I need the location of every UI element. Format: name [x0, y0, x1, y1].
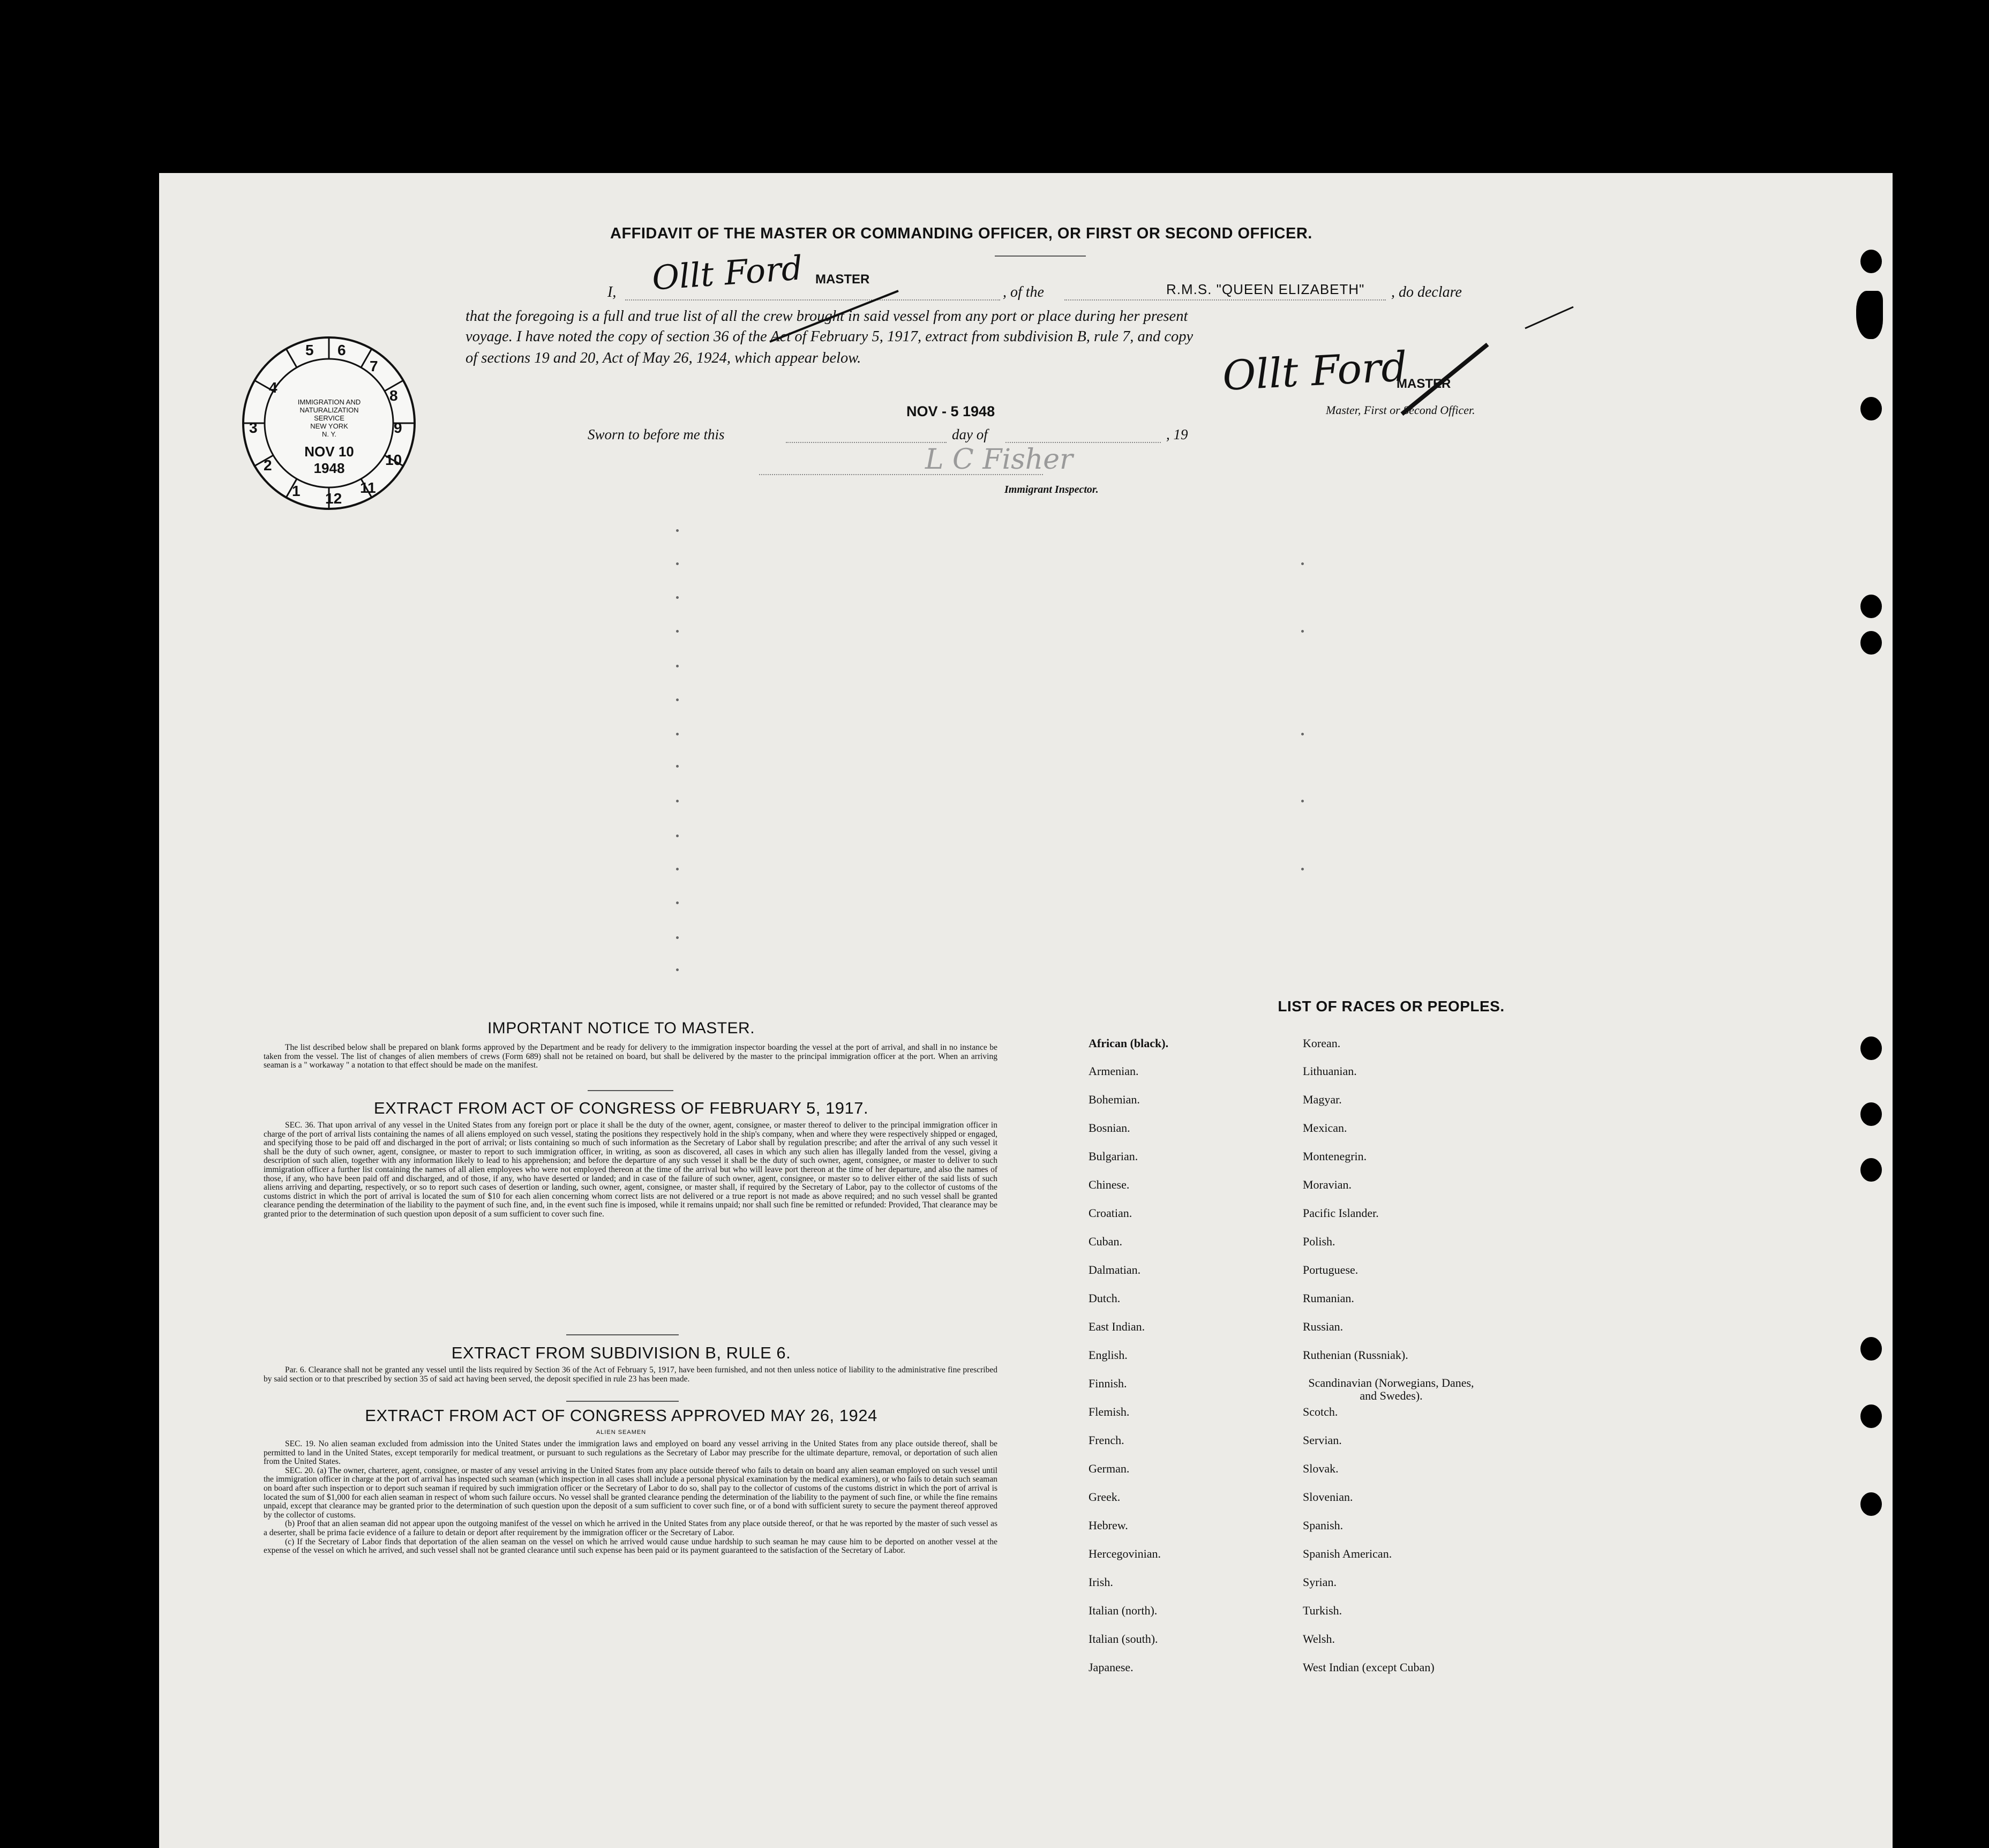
notice-title: IMPORTANT NOTICE TO MASTER. [487, 1019, 755, 1037]
punch-hole [1860, 397, 1882, 420]
notice-body: The list described below shall be prepared on blank forms approved by the Department and be ready for delivery to the immigration inspector boarding the vessel at the port of arrival, and shall in no instance be taken from the vessel. The list of changes of alien members of crews (Form 689) shall not be retained on board, but shall be delivered by the master to the principal immigration officer at the port. When an arriving seaman is a " workaway " a notation to that effect should be made on the manifest. [264, 1043, 997, 1070]
race-right: Ruthenian (Russniak). [1303, 1348, 1408, 1362]
dial-number: 1 [292, 483, 301, 499]
race-left: Bulgarian. [1089, 1150, 1138, 1163]
dial-number: 9 [394, 419, 402, 436]
stray-mark [676, 765, 679, 768]
dial-number: 12 [325, 490, 342, 507]
punch-hole [1860, 631, 1882, 655]
punch-hole [1860, 1036, 1882, 1060]
section-20c: (c) If the Secretary of Labor finds that deportation of the alien seaman on the vessel on which he arrived would cause undue hardship to such seaman he may cause him to be deported on another vessel at the expense of the vessel on which he arrived, and such vessel shall not be granted clearance until such expense has been paid or its payment guaranteed to the satisfaction of the Secretary of Labor. [264, 1537, 997, 1556]
act-1924-title: EXTRACT FROM ACT OF CONGRESS APPROVED MAY 26, 1924 [365, 1406, 877, 1425]
race-right: Montenegrin. [1303, 1150, 1367, 1163]
punch-hole [1860, 1492, 1882, 1516]
pen-strokes [695, 280, 1605, 419]
stray-mark [676, 698, 679, 701]
race-right: Servian. [1303, 1433, 1342, 1447]
sworn-label: Sworn to before me this [588, 426, 725, 442]
race-right: Korean. [1303, 1036, 1341, 1050]
punch-hole [1860, 250, 1882, 273]
race-left: Flemish. [1089, 1405, 1130, 1418]
dial-number: 10 [385, 452, 402, 468]
race-right: Turkish. [1303, 1604, 1342, 1617]
race-left: African (black). [1089, 1036, 1169, 1050]
of-the-label: , of the [1003, 284, 1044, 301]
affidavit-title: AFFIDAVIT OF THE MASTER OR COMMANDING OFFICER, OR FIRST OR SECOND OFFICER. [610, 225, 1312, 242]
dial-number: 11 [360, 479, 376, 496]
rule-6-body: Par. 6. Clearance shall not be granted any vessel until the lists required by Section 36 of the Act of February 5, 1917, have been furnished, and not then unless notice of liability to the administrative fine prescribed by said section or to that prescribed by section 35 of said act having been served, the deposit specified in rule 23 has been made. [264, 1365, 997, 1384]
dial-number: 7 [370, 358, 378, 374]
race-left: Armenian. [1089, 1064, 1139, 1078]
stamp-agency-line: SERVICE [314, 414, 344, 422]
race-left: East Indian. [1089, 1320, 1145, 1333]
date-stamp: NOV - 5 1948 [906, 403, 995, 419]
day-of-label: day of [952, 426, 988, 442]
race-left: Greek. [1089, 1490, 1121, 1504]
act-1924-sections [264, 1440, 997, 1556]
document-page [159, 173, 1893, 1848]
punch-hole [1856, 291, 1883, 339]
dial-number: 4 [269, 379, 277, 396]
race-right: Slovak. [1303, 1462, 1339, 1475]
race-right: Welsh. [1303, 1632, 1335, 1646]
stray-mark [1301, 868, 1304, 870]
race-left: Irish. [1089, 1575, 1113, 1589]
stray-mark [676, 936, 679, 939]
stray-mark [676, 665, 679, 667]
affidavit-line-2: voyage. I have noted the copy of section 36 of the Act of February 5, 1917, extract from subdivision B, rule 7, and copy [466, 328, 1194, 345]
inspector-signature: L C Fisher [925, 444, 1073, 476]
races-list [1089, 1036, 1678, 1674]
stray-mark [676, 630, 679, 633]
race-left: Cuban. [1089, 1235, 1122, 1248]
stray-mark [1301, 562, 1304, 565]
stray-mark [1301, 800, 1304, 802]
race-left: English. [1089, 1348, 1128, 1362]
race-right: Moravian. [1303, 1178, 1352, 1191]
do-declare-label: , do declare [1391, 284, 1462, 301]
punch-hole [1860, 1404, 1882, 1428]
punch-hole [1860, 595, 1882, 618]
stamp-agency [277, 398, 381, 438]
master-rank-stamp-2: MASTER [1397, 377, 1451, 391]
affidavit-line-3: of sections 19 and 20, Act of May 26, 1924, which appear below. [466, 350, 861, 366]
master-rank-stamp: MASTER [815, 272, 870, 287]
act-1917-body: SEC. 36. That upon arrival of any vessel in the United States from any foreign port or place it shall be the duty of the owner, agent, consignee, or master thereof to deliver to the principal immigration officer in charge of the port of arrival lists containing the names of all aliens employed on such vessel, stating the positions they respectively hold in the ship's company, when and where they were respectively shipped or engaged, and specifying those to be paid off and discharged in the port of arrival; or lists containing so much of such information as the Secretary of Labor shall by regulation prescribe; and after the arrival of any such vessel it shall be the duty of such owner, agent, consignee, or master to report to such immigration officer, in writing, as soon as discovered, all cases in which any such alien has illegally landed from the vessel, giving a description of such alien, together with any information likely to lead to his apprehension; and before the departure of any such vessel it shall be the duty of such owner, agent, consignee, or master to deliver to such immigration officer a further list containing the names of all alien employees who were not employed thereon at the time of the arrival but who will leave port thereon at the time of her departure, and also the names of those, if any, who have been paid off and discharged, and of those, if any, who have deserted or landed; and in case of the failure of such owner, agent, consignee, or master so to deliver either of the said lists of such aliens arriving and departing, respectively, or so to report such cases of desertion or landing, such owner, agent, consignee, or master shall, if required by the Secretary of Labor, pay to the collector of customs of the customs district in which the port of arrival is located the sum of $10 for each alien concerning whom correct lists are not delivered or a true report is not made as above required; and no such vessel shall be granted clearance pending the determination of the liability to the payment of such fine, and, in the event such fine is imposed, while it remains unpaid; nor shall such fine be remitted or refunded: Provided, That clearance may be granted prior to the determination of such question upon deposit of a sum sufficient to cover such fine. [264, 1121, 997, 1219]
inspector-line [759, 474, 1043, 475]
stray-mark [676, 868, 679, 870]
punch-hole [1860, 1158, 1882, 1182]
race-right: Slovenian. [1303, 1490, 1353, 1504]
stray-mark [676, 902, 679, 904]
sworn-day-line [786, 442, 947, 443]
race-right: Lithuanian. [1303, 1064, 1357, 1078]
rule-6-title: EXTRACT FROM SUBDIVISION B, RULE 6. [451, 1343, 791, 1362]
stray-mark [676, 968, 679, 971]
race-left: Croatian. [1089, 1206, 1132, 1220]
punch-hole [1860, 1102, 1882, 1126]
races-title: LIST OF RACES OR PEOPLES. [1278, 998, 1505, 1015]
race-right: Rumanian. [1303, 1291, 1354, 1305]
section-20b: (b) Proof that an alien seaman did not appear upon the outgoing manifest of the vessel on which he arrived in the United States from any place outside thereof, or that he was reported by the master of such vessel as a deserter, shall be prima facie evidence of a failure to detain or deport after requirement by the immigration officer or the Secretary of Labor. [264, 1519, 997, 1537]
title-divider [995, 256, 1086, 257]
act-1917-divider [566, 1334, 679, 1335]
section-19: SEC. 19. No alien seaman excluded from admission into the United States under the immigration laws and employed on board any vessel arriving in the United States from any place outside thereof, shall be permitted to land in the United States, except temporarily for medical treatment, or pursuant to such regulations as the Secretary of Labor may prescribe for the ultimate departure, removal, or deportation of such alien from the United States. [264, 1439, 997, 1467]
stamp-date: NOV 10 1948 [304, 444, 354, 476]
race-left: Italian (south). [1089, 1632, 1158, 1646]
affidavit-i-label: I, [607, 284, 617, 301]
dial-number: 6 [337, 342, 346, 358]
race-left: Bohemian. [1089, 1093, 1140, 1106]
master-signature: Ollt Ford [650, 248, 804, 298]
sworn-month-line [1005, 442, 1161, 443]
affidavit-line-1: that the foregoing is a full and true list of all the crew brought in said vessel from any port or place during her present [466, 308, 1188, 325]
race-right: Spanish. [1303, 1519, 1343, 1532]
race-right: Syrian. [1303, 1575, 1337, 1589]
stray-mark [676, 596, 679, 599]
race-left: German. [1089, 1462, 1130, 1475]
stray-mark [676, 835, 679, 837]
race-right: Polish. [1303, 1235, 1335, 1248]
stray-mark [676, 529, 679, 532]
punch-hole [1860, 1337, 1882, 1361]
dial-number: 2 [264, 457, 272, 474]
dial-number: 3 [249, 419, 258, 436]
race-right: Magyar. [1303, 1093, 1342, 1106]
stamp-agency-line: NATURALIZATION [299, 406, 359, 414]
stamp-agency-line: NEW YORK [310, 422, 348, 430]
stray-mark [1301, 630, 1304, 633]
master-signature-2: Ollt Ford [1221, 342, 1409, 400]
dial-number: 8 [389, 387, 398, 404]
stray-mark [676, 733, 679, 735]
race-left: Hercegovinian. [1089, 1547, 1161, 1560]
race-left: Finnish. [1089, 1377, 1127, 1390]
year-prefix: , 19 [1166, 426, 1188, 442]
officer-caption: Master, First or Second Officer. [1326, 403, 1475, 417]
notice-divider [588, 1090, 673, 1091]
race-left: French. [1089, 1433, 1124, 1447]
rule-6-divider [566, 1401, 679, 1402]
race-left: Dalmatian. [1089, 1263, 1141, 1276]
race-left: Dutch. [1089, 1291, 1121, 1305]
race-left: Japanese. [1089, 1661, 1134, 1674]
act-1917-title: EXTRACT FROM ACT OF CONGRESS OF FEBRUARY 5, 1917. [373, 1099, 869, 1117]
race-right: Mexican. [1303, 1121, 1347, 1135]
race-right: Pacific Islander. [1303, 1206, 1379, 1220]
race-right: Portuguese. [1303, 1263, 1358, 1276]
vessel-name: R.M.S. "QUEEN ELIZABETH" [1166, 281, 1365, 297]
dial-number: 5 [305, 342, 314, 358]
section-20a: SEC. 20. (a) The owner, charterer, agent, consignee, or master of any vessel arriving in the United States from any place outside thereof who fails to detain on board any alien seaman employed on such vessel until the immigration officer in charge at the port of arrival has inspected such seaman (which inspection in all cases shall include a personal physical examination by the medical examiners), or who fails to detain such seaman on board after such inspection or to deport such seaman if required by such immigration officer or the Secretary of Labor to do so, shall pay to the collector of customs of the customs district in which the port of arrival is located the sum of $1,000 for each alien seaman in respect of whom such failure occurs. No vessel shall be granted clearance pending the determination of the liability to the payment of such fine, or while the fine remains unpaid, except that clearance may be granted prior to the determination of such question upon the deposit of a sum sufficient to cover such fine, or of a bond with sufficient surety to secure the payment thereof approved by the collector of customs. [264, 1466, 997, 1520]
stray-mark [676, 800, 679, 802]
race-left: Bosnian. [1089, 1121, 1130, 1135]
immigration-stamp [239, 334, 419, 513]
stray-mark [1301, 733, 1304, 735]
race-right: Scotch. [1303, 1405, 1338, 1418]
inspector-caption: Immigrant Inspector. [1004, 484, 1099, 495]
stamp-agency-line: N. Y. [322, 430, 336, 438]
race-right: Spanish American. [1303, 1547, 1392, 1560]
act-1924-subtitle: ALIEN SEAMEN [596, 1429, 647, 1436]
race-right: Scandinavian (Norwegians, Danes, and Swedes). [1308, 1376, 1474, 1402]
stray-mark [676, 562, 679, 565]
race-left: Italian (north). [1089, 1604, 1158, 1617]
stamp-agency-line: IMMIGRATION AND [297, 398, 361, 406]
race-left: Hebrew. [1089, 1519, 1128, 1532]
race-right: Russian. [1303, 1320, 1343, 1333]
race-left: Chinese. [1089, 1178, 1130, 1191]
race-right: West Indian (except Cuban) [1303, 1661, 1435, 1674]
